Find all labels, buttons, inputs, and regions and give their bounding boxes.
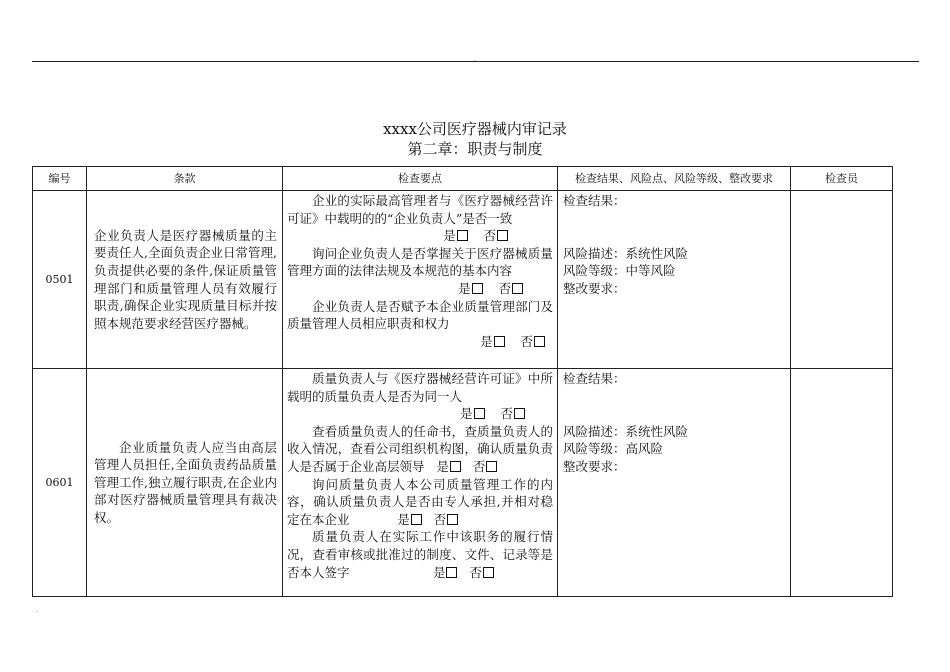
check-point-text [287, 476, 553, 529]
check-point-text: 企业负责人是否赋予本企业质量管理部门及质量管理人员相应职责和权力 [287, 298, 553, 332]
check-point-text [287, 528, 553, 581]
rectification-requirement: 整改要求： [563, 458, 626, 474]
yes-no-group [287, 405, 553, 423]
no-checkbox[interactable] [497, 230, 508, 241]
chapter-subtitle: 第二章：职责与制度 [407, 140, 543, 158]
no-checkbox[interactable] [483, 567, 494, 578]
no-label: 否 [483, 228, 496, 244]
check-point-text-inline: 查看质量负责人的任命书，查质量负责人的收入情况，查看公司组织机构图，确认质量负责人是否属于企业高层领导 [287, 423, 553, 474]
header-result: 检查结果、风险点、风险等级、整改要求 [558, 167, 791, 191]
clause-text: 企业负责人是医疗器械质量的主要责任人,全面负责企业日常管理,负责提供必要的条件,保证质量管理部门和质量管理人员有效履行职责,确保企业实现质量目标并按照本规范要求经营医疗器械。 [87, 191, 283, 369]
no-label: 否 [472, 458, 486, 474]
table-header-row [33, 167, 893, 191]
rectification-requirement: 整改要求： [563, 280, 626, 296]
yes-label: 是 [458, 280, 471, 296]
result-label: 检查结果： [563, 193, 626, 208]
result-cell [558, 369, 791, 597]
check-points [283, 369, 558, 597]
row-number: 0601 [33, 369, 87, 597]
result-label: 检查结果： [563, 371, 626, 386]
document-title: xxxx公司医疗器械内审记录 [383, 120, 567, 138]
table-row [33, 191, 893, 369]
no-label: 否 [500, 406, 513, 422]
yes-checkbox[interactable] [411, 514, 422, 525]
no-checkbox[interactable] [486, 461, 497, 472]
yes-checkbox[interactable] [446, 567, 457, 578]
yes-no-group [287, 333, 553, 351]
risk-description: 风险描述：系统性风险 [563, 245, 689, 261]
no-label: 否 [520, 333, 533, 349]
yes-no-group [287, 227, 553, 245]
yes-no-group [287, 280, 553, 298]
check-point-text-inline: 询问质量负责人本公司质量管理工作的内容，确认质量负责人是否由专人承担,并相对稳定在本企业 [287, 476, 553, 527]
yes-checkbox[interactable] [450, 461, 461, 472]
header-rule [32, 61, 919, 62]
check-point-text: 质量负责人与《医疗器械经营许可证》中所载明的质量负责人是否为同一人 [287, 371, 553, 404]
yes-checkbox[interactable] [457, 230, 468, 241]
result-cell [558, 191, 791, 369]
yes-checkbox[interactable] [472, 283, 483, 294]
no-label: 否 [469, 564, 482, 580]
yes-label: 是 [432, 564, 446, 580]
yes-no-group [436, 459, 497, 474]
check-points [283, 191, 558, 369]
yes-label: 是 [480, 333, 493, 349]
yes-label: 是 [460, 406, 473, 422]
no-label: 否 [498, 280, 511, 296]
bottom-mark: . [36, 607, 38, 614]
check-point-text [287, 423, 553, 476]
yes-label: 是 [436, 458, 449, 474]
yes-checkbox[interactable] [474, 408, 485, 419]
check-point-text: 企业的实际最高管理者与《医疗器械经营许可证》中载明的的“企业负责人”是否一致 [287, 193, 553, 226]
header-inspector: 检查员 [791, 167, 893, 191]
no-checkbox[interactable] [447, 514, 458, 525]
header-clause: 条款 [87, 167, 283, 191]
no-label: 否 [433, 511, 447, 527]
yes-label: 是 [397, 511, 410, 527]
risk-level: 风险等级：高风险 [563, 441, 664, 457]
header-number: 编号 [33, 167, 87, 191]
yes-no-group [397, 512, 458, 527]
inspector-cell[interactable] [791, 191, 893, 369]
no-checkbox[interactable] [512, 283, 523, 294]
risk-level: 风险等级：中等风险 [563, 263, 676, 279]
check-point-text-inline: 质量负责人在实际工作中该职务的履行情况，查看审核或批准过的制度、文件、记录等是否本人签字 [287, 529, 553, 580]
inspector-cell[interactable] [791, 369, 893, 597]
check-point-text: 询问企业负责人是否掌握关于医疗器械质量管理方面的法律法规及本规范的基本内容 [287, 245, 553, 279]
audit-table [32, 166, 893, 597]
table-row [33, 369, 893, 597]
row-number: 0501 [33, 191, 87, 369]
yes-no-group [433, 565, 494, 580]
risk-description: 风险描述：系统性风险 [563, 423, 689, 439]
top-mark: . [474, 56, 476, 63]
header-points: 检查要点 [283, 167, 558, 191]
no-checkbox[interactable] [514, 408, 525, 419]
yes-label: 是 [443, 228, 456, 244]
no-checkbox[interactable] [534, 336, 545, 347]
clause-text: 企业质量负责人应当由高层管理人员担任,全面负责药品质量管理工作,独立履行职责,在企业内部对医疗器械质量管理具有裁决权。 [87, 369, 283, 597]
yes-checkbox[interactable] [494, 336, 505, 347]
